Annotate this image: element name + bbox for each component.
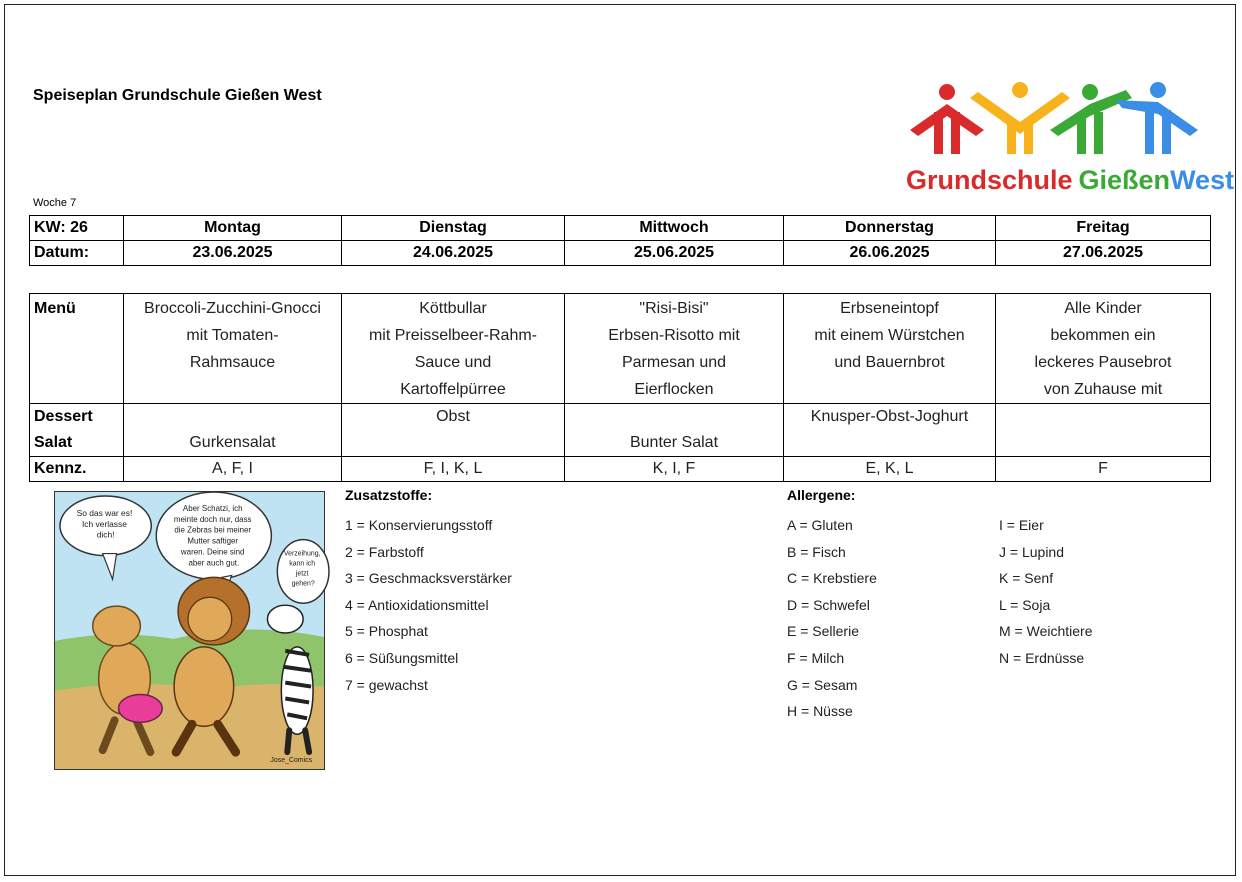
- logo-figure-yellow: [970, 82, 1070, 154]
- menu-line: mit Preisselbeer-Rahm-: [368, 327, 538, 344]
- bubble2-line: waren. Deine sind: [180, 547, 245, 557]
- allergen-item: C = Krebstiere: [787, 570, 877, 587]
- allergene-legend-col1: [787, 485, 877, 725]
- dessert-value: Knusper-Obst-Joghurt: [810, 408, 969, 425]
- menu-line: mit Tomaten-: [186, 327, 279, 344]
- allergen-item: I = Eier: [999, 517, 1044, 533]
- menu-line: Eierflocken: [634, 381, 714, 398]
- menu-line: Erbseneintopf: [840, 300, 939, 317]
- bubble3-line: jetzt: [295, 570, 309, 578]
- allergen-item: H = Nüsse: [787, 703, 853, 720]
- kennz-row: [30, 457, 1211, 482]
- allergene-heading: Allergene:: [787, 487, 856, 503]
- dessert-salat-cell: [565, 404, 784, 457]
- kennz-value: F: [996, 457, 1211, 482]
- salat-value: [346, 430, 560, 456]
- allergen-item: E = Sellerie: [787, 623, 859, 640]
- salat-value: [788, 430, 991, 456]
- zusatzstoffe-legend: [345, 485, 512, 698]
- allergen-item: D = Schwefel: [787, 596, 870, 613]
- logo-text-part2: Gießen: [1078, 165, 1171, 195]
- menu-line: bekommen ein: [1050, 327, 1156, 344]
- day-date: 26.06.2025: [784, 241, 996, 266]
- allergen-item: M = Weichtiere: [999, 623, 1093, 640]
- allergen-item: A = Gluten: [787, 517, 853, 533]
- day-date: 25.06.2025: [565, 241, 784, 266]
- kennz-value: F, I, K, L: [342, 457, 565, 482]
- day-name: Mittwoch: [565, 216, 784, 241]
- kennz-label: Kennz.: [30, 457, 124, 482]
- menu-cell: [565, 294, 784, 404]
- dessert-salat-row: [30, 404, 1211, 457]
- dessert-salat-cell: [784, 404, 996, 457]
- logo-figure-red: [910, 84, 984, 154]
- zusatzstoff-item: 6 = Süßungsmittel: [345, 649, 459, 666]
- menu-line: Broccoli-Zucchini-Gnocci: [144, 300, 321, 317]
- salat-value: [1000, 430, 1206, 456]
- logo-text-part3: West: [1170, 165, 1235, 195]
- speech-bubble-3: [277, 540, 329, 604]
- allergen-item: F = Milch: [787, 649, 845, 666]
- bubble3-line: Verzeihung,: [283, 550, 321, 558]
- dessert-value: [569, 404, 779, 430]
- comic-signature: Jose_Comics: [270, 757, 313, 765]
- zusatzstoff-item: 4 = Antioxidationsmittel: [345, 596, 489, 613]
- menu-cell: [996, 294, 1211, 404]
- menu-line: Köttbullar: [419, 300, 487, 317]
- dessert-salat-cell: [124, 404, 342, 457]
- bubble2-line: aber auch gut.: [188, 558, 240, 568]
- bubble1-line: dich!: [96, 529, 115, 540]
- menu-cell: [342, 294, 565, 404]
- menu-table: [29, 293, 1211, 482]
- datum-label: Datum:: [30, 241, 124, 266]
- menu-row: [30, 294, 1211, 404]
- date-row: [30, 241, 1211, 266]
- menu-line: Rahmsauce: [189, 354, 276, 371]
- day-name: Donnerstag: [784, 216, 996, 241]
- school-logo: [900, 78, 1235, 198]
- menu-line: Erbsen-Risotto mit: [608, 327, 740, 344]
- bubble2-line: Aber Schatzi, ich: [182, 503, 243, 513]
- menu-line: von Zuhause mit: [1043, 381, 1163, 398]
- zusatzstoff-item: 1 = Konservierungsstoff: [345, 517, 493, 533]
- kennz-value: A, F, I: [124, 457, 342, 482]
- allergen-item: K = Senf: [999, 570, 1054, 587]
- zusatzstoff-item: 7 = gewachst: [345, 676, 428, 693]
- menu-cell: [124, 294, 342, 404]
- kw-label: KW: 26: [30, 216, 124, 241]
- salat-value: Gurkensalat: [189, 434, 276, 451]
- zusatzstoff-item: 5 = Phosphat: [345, 623, 428, 640]
- day-name: Dienstag: [342, 216, 565, 241]
- comic-illustration: [54, 491, 325, 770]
- svg-text:GrundschuleGießenWest: [906, 165, 1234, 195]
- dessert-label: Dessert: [34, 408, 93, 425]
- day-date: 23.06.2025: [124, 241, 342, 266]
- menu-line: Parmesan und: [621, 354, 727, 371]
- allergen-item: B = Fisch: [787, 543, 846, 560]
- day-date: 24.06.2025: [342, 241, 565, 266]
- zusatzstoff-item: 2 = Farbstoff: [345, 543, 424, 560]
- week-label: Woche 7: [33, 197, 77, 209]
- salat-value: Bunter Salat: [629, 434, 719, 451]
- menu-line: Alle Kinder: [1064, 300, 1142, 317]
- zusatzstoffe-heading: Zusatzstoffe:: [345, 487, 433, 503]
- dessert-value: Obst: [436, 408, 470, 425]
- bubble2-line: meinte doch nur, dass: [173, 514, 252, 524]
- dessert-salat-cell: [996, 404, 1211, 457]
- bubble3-line: gehen?: [291, 580, 315, 588]
- menu-line: mit einem Würstchen: [814, 327, 965, 344]
- menu-label: Menü: [30, 294, 124, 404]
- menu-line: und Bauernbrot: [834, 354, 945, 371]
- date-table: [29, 215, 1211, 266]
- day-date: 27.06.2025: [996, 241, 1211, 266]
- kennz-value: E, K, L: [784, 457, 996, 482]
- day-name: Freitag: [996, 216, 1211, 241]
- bubble2-line: Mutter saftiger: [187, 536, 239, 546]
- menu-line: Kartoffelpürree: [400, 381, 506, 398]
- day-name: Montag: [124, 216, 342, 241]
- dessert-value: [128, 404, 337, 430]
- allergen-item: J = Lupind: [999, 543, 1064, 560]
- bubble1-line: Ich verlasse: [81, 518, 127, 529]
- allergen-item: G = Sesam: [787, 676, 858, 693]
- kennz-value: K, I, F: [565, 457, 784, 482]
- allergen-item: L = Soja: [999, 596, 1051, 613]
- page-title: Speiseplan Grundschule Gießen West: [33, 87, 322, 104]
- menu-line: "Risi-Bisi": [639, 300, 709, 317]
- bubble2-line: die Zebras bei meiner: [174, 525, 252, 535]
- menu-cell: [784, 294, 996, 404]
- allergen-item: N = Erdnüsse: [999, 649, 1085, 666]
- salat-label: Salat: [34, 434, 73, 451]
- menu-line: leckeres Pausebrot: [1034, 354, 1172, 371]
- zusatzstoff-item: 3 = Geschmacksverstärker: [345, 570, 512, 587]
- bubble1-line: So das war es!: [76, 507, 133, 518]
- dessert-salat-cell: [342, 404, 565, 457]
- dessert-salat-label: [30, 404, 124, 457]
- logo-text-part1: Grundschule: [906, 165, 1073, 195]
- logo-figure-blue: [1116, 82, 1198, 154]
- bubble3-line: kann ich: [289, 560, 316, 568]
- menu-line: Sauce und: [414, 354, 492, 371]
- dessert-value: [1000, 404, 1206, 430]
- day-row: [30, 216, 1211, 241]
- allergene-legend-col2: [999, 512, 1093, 672]
